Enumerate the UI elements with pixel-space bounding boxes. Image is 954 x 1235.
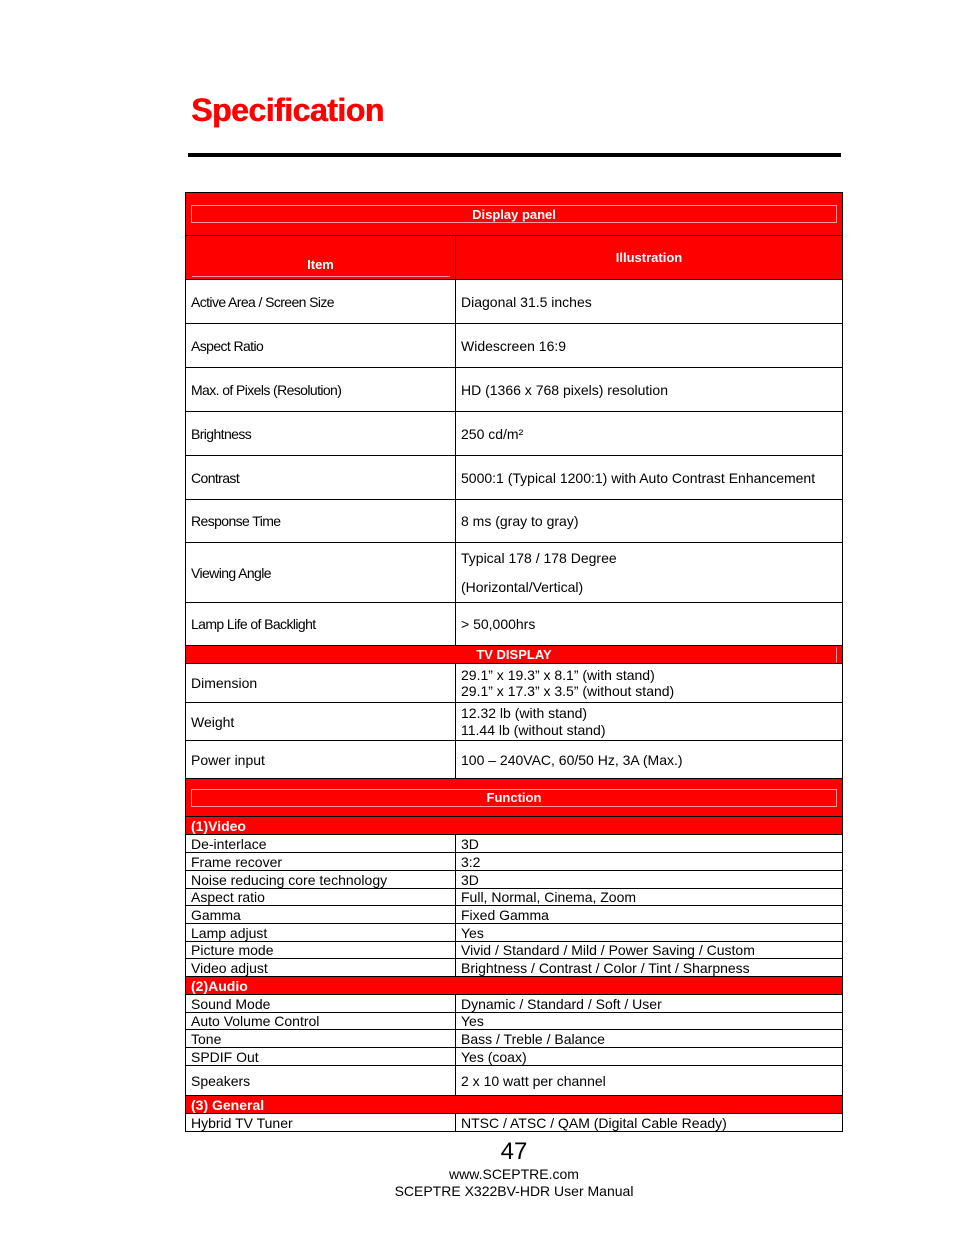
table-row xyxy=(185,456,843,500)
table-row xyxy=(185,368,843,412)
table-row xyxy=(185,1066,843,1096)
table-row xyxy=(185,1030,843,1048)
spec-value-line: (Horizontal/Vertical) xyxy=(461,578,584,595)
spec-value-line: 29.1” x 17.3” x 3.5” (without stand) xyxy=(461,683,675,699)
tv-display-heading-row xyxy=(185,646,843,664)
table-row xyxy=(185,412,843,456)
spec-value: 5000:1 (Typical 1200:1) with Auto Contrast Enhancement xyxy=(461,469,816,486)
spec-item: Power input xyxy=(186,741,456,778)
spec-item: Aspect ratio xyxy=(186,889,456,905)
spec-value: 100 – 240VAC, 60/50 Hz, 3A (Max.) xyxy=(461,751,683,768)
table-row xyxy=(185,280,843,324)
display-panel-heading-row xyxy=(185,192,843,236)
table-row xyxy=(185,500,843,543)
table-row xyxy=(185,543,843,603)
table-row xyxy=(185,741,843,779)
spec-value xyxy=(456,664,842,702)
spec-value-line: 11.44 lb (without stand) xyxy=(461,721,606,738)
spec-value: > 50,000hrs xyxy=(461,616,536,632)
table-row xyxy=(185,871,843,889)
spec-value xyxy=(456,543,842,602)
table-row xyxy=(185,664,843,703)
table-row xyxy=(185,835,843,853)
table-row xyxy=(185,324,843,368)
spec-table xyxy=(185,192,843,1132)
spec-item: Frame recover xyxy=(186,853,456,870)
spec-value: Dynamic / Standard / Soft / User xyxy=(461,995,662,1012)
spec-value: Yes (coax) xyxy=(461,1048,527,1065)
spec-value: 3D xyxy=(461,871,479,888)
column-header-item: Item xyxy=(192,239,450,277)
spec-value-line: Typical 178 / 178 Degree xyxy=(461,549,617,566)
table-row xyxy=(185,1048,843,1066)
spec-value: Bass / Treble / Balance xyxy=(461,1030,605,1047)
table-row xyxy=(185,1013,843,1030)
spec-item: Picture mode xyxy=(186,942,456,958)
video-heading: (1)Video xyxy=(191,817,246,834)
display-panel-heading: Display panel xyxy=(191,205,837,223)
general-heading-row xyxy=(185,1096,843,1114)
spec-value: HD (1366 x 768 pixels) resolution xyxy=(461,381,668,398)
spec-value: Full, Normal, Cinema, Zoom xyxy=(461,889,637,905)
page-footer xyxy=(0,1138,954,1200)
table-row xyxy=(185,942,843,959)
spec-item: Dimension xyxy=(186,664,456,702)
spec-item: Weight xyxy=(186,703,456,740)
table-row xyxy=(185,1114,843,1132)
spec-item: Speakers xyxy=(186,1066,456,1095)
spec-item: Viewing Angle xyxy=(186,543,456,602)
spec-value: Diagonal 31.5 inches xyxy=(461,293,592,310)
table-row xyxy=(185,995,843,1013)
spec-value: 250 cd/m² xyxy=(461,425,524,442)
spec-item: Contrast xyxy=(186,456,456,499)
audio-heading: (2)Audio xyxy=(191,977,248,994)
footer-manual-title: SCEPTRE X322BV-HDR User Manual xyxy=(394,1183,634,1199)
spec-item: Video adjust xyxy=(186,959,456,976)
column-header-illustration: Illustration xyxy=(615,250,683,265)
tv-display-heading: TV DISPLAY xyxy=(191,647,837,663)
footer-url: www.SCEPTRE.com xyxy=(449,1166,579,1182)
spec-value: Yes xyxy=(461,1013,484,1029)
function-heading: Function xyxy=(191,789,837,807)
spec-value: NTSC / ATSC / QAM (Digital Cable Ready) xyxy=(461,1114,727,1131)
spec-value xyxy=(456,703,842,740)
spec-item: Brightness xyxy=(186,412,456,455)
spec-value: 3D xyxy=(461,835,479,852)
spec-value: Brightness / Contrast / Color / Tint / Sharpness xyxy=(461,959,750,976)
spec-value: 2 x 10 watt per channel xyxy=(461,1072,606,1089)
spec-item: Aspect Ratio xyxy=(186,324,456,367)
spec-item: Lamp adjust xyxy=(186,924,456,941)
spec-item: Active Area / Screen Size xyxy=(186,280,456,323)
spec-item: SPDIF Out xyxy=(186,1048,456,1065)
spec-value: 8 ms (gray to gray) xyxy=(461,513,579,529)
spec-item: Max. of Pixels (Resolution) xyxy=(186,368,456,411)
spec-value: Vivid / Standard / Mild / Power Saving / Custom xyxy=(461,942,755,958)
page-number: 47 xyxy=(500,1138,528,1165)
table-row xyxy=(185,906,843,924)
spec-item: Noise reducing core technology xyxy=(186,871,456,888)
table-row xyxy=(185,603,843,646)
spec-item: Lamp Life of Backlight xyxy=(186,603,456,645)
general-heading: (3) General xyxy=(191,1096,265,1113)
spec-item: Auto Volume Control xyxy=(186,1013,456,1029)
table-row xyxy=(185,924,843,942)
table-row xyxy=(185,703,843,741)
function-heading-row xyxy=(185,779,843,817)
spec-item: Tone xyxy=(186,1030,456,1047)
table-row xyxy=(185,889,843,906)
spec-item: Hybrid TV Tuner xyxy=(186,1114,456,1131)
video-heading-row xyxy=(185,817,843,835)
table-row xyxy=(185,853,843,871)
spec-value: Widescreen 16:9 xyxy=(461,337,567,354)
spec-item: De-interlace xyxy=(186,835,456,852)
spec-value: Fixed Gamma xyxy=(461,906,549,923)
spec-value-line: 12.32 lb (with stand) xyxy=(461,705,588,721)
spec-item: Sound Mode xyxy=(186,995,456,1012)
spec-item: Gamma xyxy=(186,906,456,923)
table-row xyxy=(185,959,843,977)
column-header-row xyxy=(185,236,843,280)
spec-value: 3:2 xyxy=(461,853,481,870)
spec-value: Yes xyxy=(461,924,484,941)
title-divider xyxy=(188,153,841,157)
page-title: Specification xyxy=(191,92,384,128)
spec-value-line: 29.1” x 19.3” x 8.1” (with stand) xyxy=(461,666,655,683)
spec-item: Response Time xyxy=(186,500,456,542)
audio-heading-row xyxy=(185,977,843,995)
